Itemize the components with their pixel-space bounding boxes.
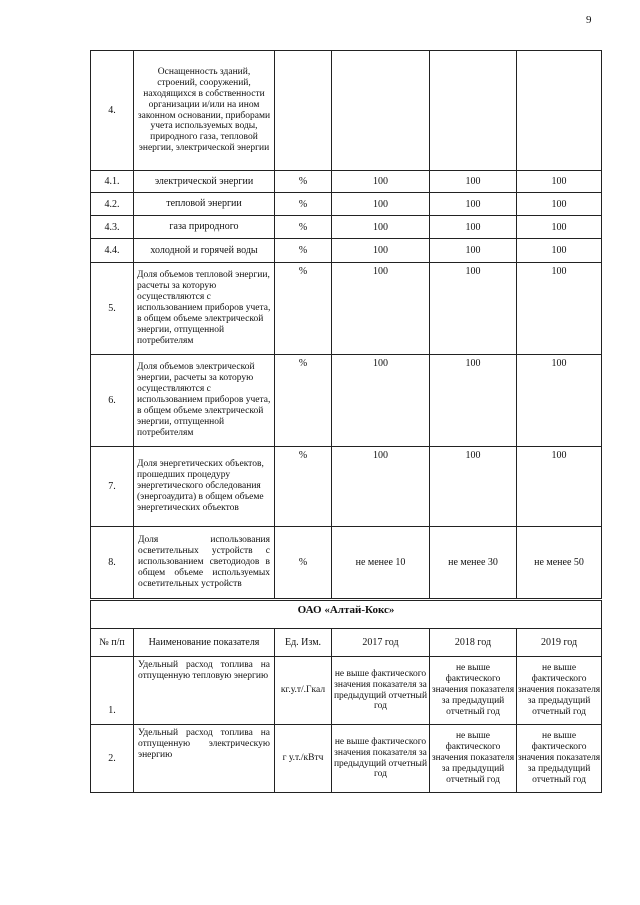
indicator-name: Доля объемов электрической энергии, расчеты за которую осуществляются с использованием приборов учета, в общем объеме электрической энергии, отпущенной потребителям — [134, 355, 275, 447]
unit-cell — [275, 51, 332, 171]
table-row — [91, 447, 602, 527]
indicators-table — [90, 50, 602, 599]
table-header-row — [91, 629, 602, 657]
value-2017: 100 — [332, 216, 430, 239]
row-number: 4.2. — [91, 193, 134, 216]
value-2018: не выше фактического значения показателя за предыдущий отчетный год — [430, 725, 517, 793]
unit-cell: г у.т./кВтч — [275, 725, 332, 793]
indicator-name: холодной и горячей воды — [134, 239, 275, 263]
unit-cell: % — [275, 447, 332, 527]
value-2018: 100 — [430, 355, 517, 447]
value-2018: 100 — [430, 216, 517, 239]
value-2019: 100 — [517, 216, 602, 239]
indicator-name: Доля использования осветительных устройств с использованием светодиодов в общем объеме используемых осветительных устройств — [134, 527, 275, 599]
table-row — [91, 725, 602, 793]
indicator-name: Доля энергетических объектов, прошедших процедуру энергетического обследования (энергоаудита) в общем объеме энергетических объектов — [134, 447, 275, 527]
indicator-name: газа природного — [134, 216, 275, 239]
value-2017: не выше фактического значения показателя за предыдущий отчетный год — [332, 725, 430, 793]
value-2019: 100 — [517, 193, 602, 216]
value-2017: не выше фактического значения показателя за предыдущий отчетный год — [332, 657, 430, 725]
value-2017: 100 — [332, 239, 430, 263]
indicator-name: Оснащенность зданий, строений, сооружений, находящихся в собственности организации и/или на ином законном основании, приборами учета используемых воды, природного газа, тепловой энергии, электрической энергии — [134, 51, 275, 171]
value-2019: не выше фактического значения показателя за предыдущий отчетный год — [517, 657, 602, 725]
unit-cell: % — [275, 193, 332, 216]
column-header-2018: 2018 год — [430, 629, 517, 657]
table-row — [91, 263, 602, 355]
value-2018: 100 — [430, 171, 517, 193]
row-number: 5. — [91, 263, 134, 355]
value-2018: 100 — [430, 239, 517, 263]
unit-cell: % — [275, 263, 332, 355]
row-number: 4.4. — [91, 239, 134, 263]
row-number: 6. — [91, 355, 134, 447]
table-row — [91, 193, 602, 216]
value-2019: 100 — [517, 171, 602, 193]
column-header-name: Наименование показателя — [134, 629, 275, 657]
value-2017 — [332, 51, 430, 171]
value-2017: 100 — [332, 447, 430, 527]
indicator-name: Удельный расход топлива на отпущенную электрическую энергию — [134, 725, 275, 793]
value-2017: не менее 10 — [332, 527, 430, 599]
column-header-2019: 2019 год — [517, 629, 602, 657]
value-2019: не выше фактического значения показателя за предыдущий отчетный год — [517, 725, 602, 793]
column-header-2017: 2017 год — [332, 629, 430, 657]
row-number: 8. — [91, 527, 134, 599]
value-2019: 100 — [517, 447, 602, 527]
value-2018: не выше фактического значения показателя за предыдущий отчетный год — [430, 657, 517, 725]
value-2018 — [430, 51, 517, 171]
value-2019: 100 — [517, 263, 602, 355]
value-2019: не менее 50 — [517, 527, 602, 599]
value-2017: 100 — [332, 263, 430, 355]
row-number: 2. — [91, 725, 134, 793]
value-2017: 100 — [332, 171, 430, 193]
value-2019 — [517, 51, 602, 171]
organization-table — [90, 600, 602, 793]
column-header-unit: Ед. Изм. — [275, 629, 332, 657]
indicator-name: Доля объемов тепловой энергии, расчеты за которую осуществляются с использованием приборов учета, в общем объеме электрической энергии, отпущенной потребителям — [134, 263, 275, 355]
table-row — [91, 216, 602, 239]
value-2019: 100 — [517, 239, 602, 263]
table-row — [91, 51, 602, 171]
value-2017: 100 — [332, 193, 430, 216]
unit-cell: кг.у.т/.Гкал — [275, 657, 332, 725]
organization-title: ОАО «Алтай-Кокс» — [91, 601, 602, 629]
table-row — [91, 355, 602, 447]
row-number: 4. — [91, 51, 134, 171]
value-2019: 100 — [517, 355, 602, 447]
page-number: 9 — [586, 14, 592, 26]
table-row — [91, 239, 602, 263]
value-2018: 100 — [430, 447, 517, 527]
indicator-name: электрической энергии — [134, 171, 275, 193]
row-number: 4.1. — [91, 171, 134, 193]
value-2018: 100 — [430, 263, 517, 355]
value-2018: 100 — [430, 193, 517, 216]
unit-cell: % — [275, 216, 332, 239]
table-row — [91, 171, 602, 193]
indicator-name: тепловой энергии — [134, 193, 275, 216]
table-row — [91, 527, 602, 599]
row-number: 7. — [91, 447, 134, 527]
row-number: 1. — [91, 657, 134, 725]
row-number: 4.3. — [91, 216, 134, 239]
column-header-number: № п/п — [91, 629, 134, 657]
unit-cell: % — [275, 355, 332, 447]
indicator-name: Удельный расход топлива на отпущенную тепловую энергию — [134, 657, 275, 725]
unit-cell: % — [275, 527, 332, 599]
table-row — [91, 657, 602, 725]
value-2018: не менее 30 — [430, 527, 517, 599]
unit-cell: % — [275, 171, 332, 193]
value-2017: 100 — [332, 355, 430, 447]
unit-cell: % — [275, 239, 332, 263]
